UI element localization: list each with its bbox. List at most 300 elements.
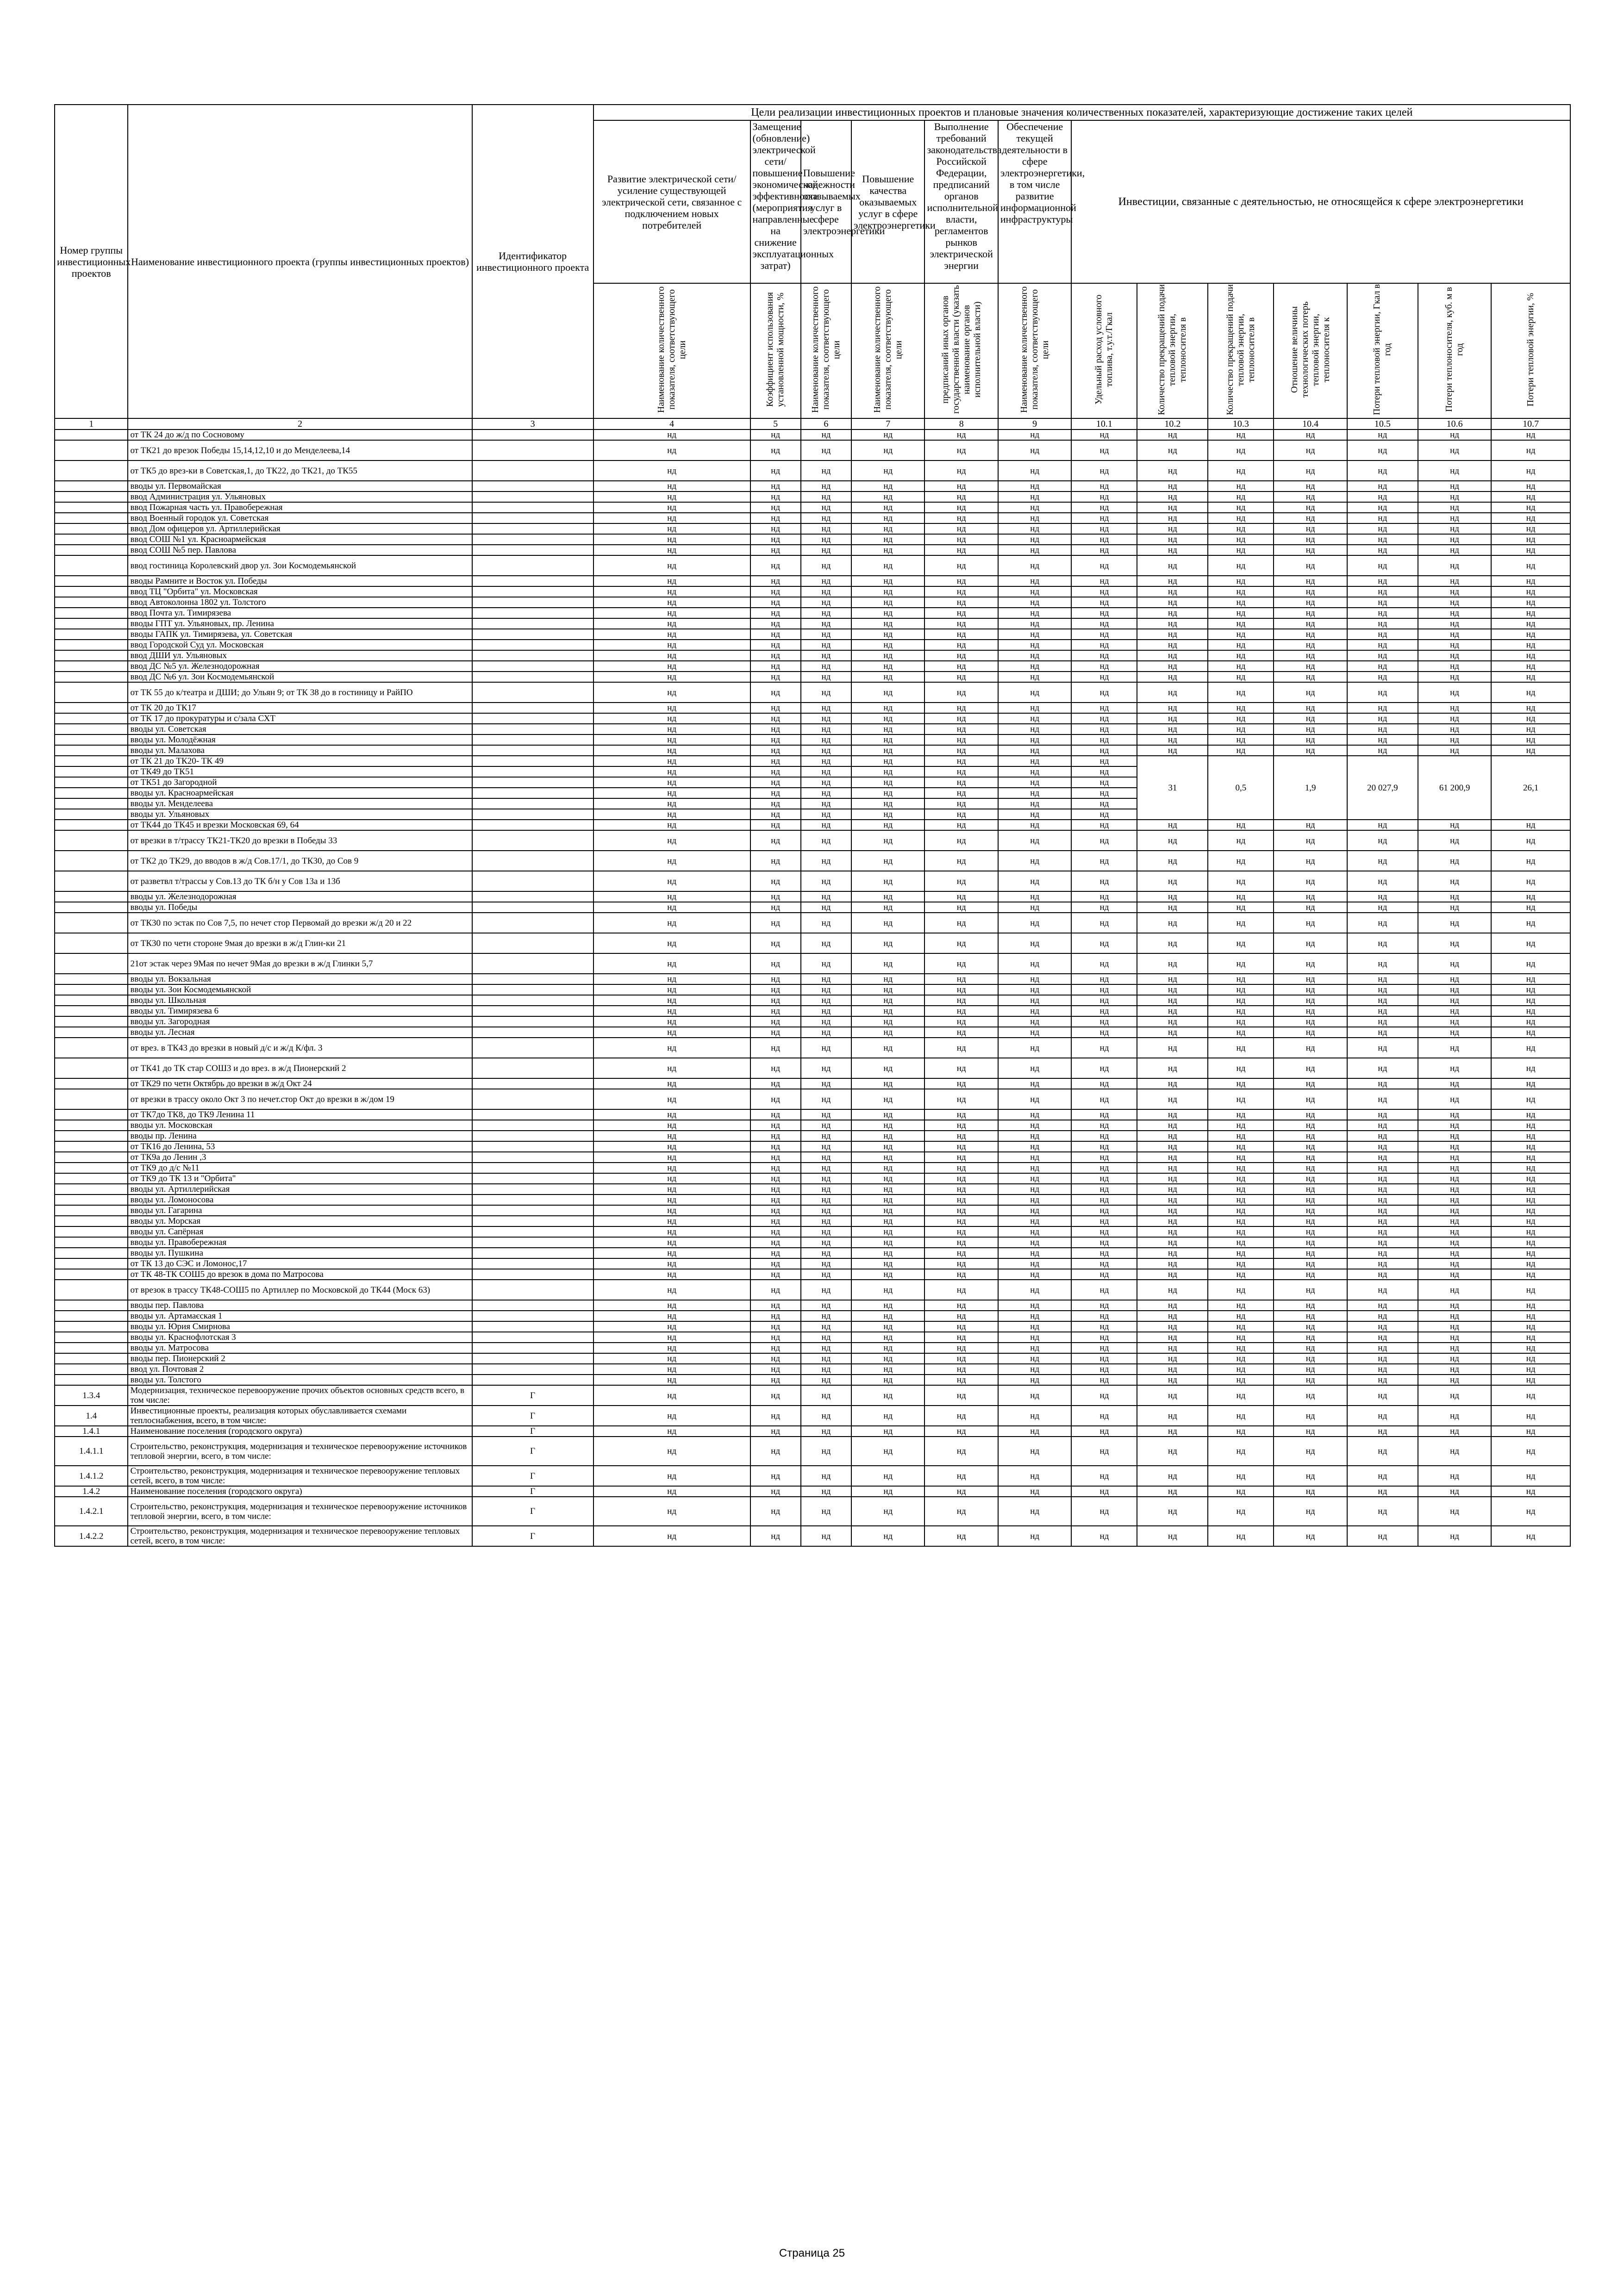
row-value-col-9: нд <box>998 798 1071 809</box>
row-value-col-5: нд <box>750 1152 801 1163</box>
row-group-number <box>55 1300 128 1311</box>
row-project-id <box>472 429 593 440</box>
row-value-col-4: нд <box>593 766 750 777</box>
row-value-col-4: нд <box>593 1426 750 1437</box>
row-value-col-8: нд <box>924 1437 998 1466</box>
row-value-col-4: нд <box>593 1016 750 1027</box>
row-value-col-5: нд <box>750 1526 801 1546</box>
row-value-col-10-7: нд <box>1491 429 1570 440</box>
row-value-col-7: нд <box>851 1321 924 1332</box>
row-project-name: вводы ГПТ ул. Ульяновых, пр. Ленина <box>128 618 472 629</box>
row-group-number <box>55 984 128 995</box>
row-value-col-10-2: нд <box>1137 913 1208 933</box>
row-value-col-9: нд <box>998 851 1071 871</box>
row-value-col-10-7: нд <box>1491 891 1570 902</box>
row-value-col-7: нд <box>851 1353 924 1364</box>
row-value-col-8: нд <box>924 481 998 492</box>
row-value-col-10-6: нд <box>1418 953 1491 974</box>
row-value-col-8: нд <box>924 1027 998 1038</box>
row-value-col-5: нд <box>750 1280 801 1300</box>
row-value-col-6: нд <box>801 820 851 830</box>
row-value-col-6: нд <box>801 629 851 640</box>
row-value-col-10-1: нд <box>1071 745 1137 756</box>
row-value-col-10-7: нд <box>1491 1280 1570 1300</box>
row-value-col-8: нд <box>924 502 998 513</box>
row-value-col-10-5: нд <box>1347 724 1418 734</box>
row-value-col-5: нд <box>750 1248 801 1258</box>
row-value-col-10-6: нд <box>1418 1332 1491 1343</box>
row-value-col-5: нд <box>750 734 801 745</box>
column-number: 6 <box>801 418 851 429</box>
row-group-number <box>55 1332 128 1343</box>
row-value-col-8: нд <box>924 1248 998 1258</box>
row-value-col-9: нд <box>998 1078 1071 1089</box>
row-value-col-10-1: нд <box>1071 429 1137 440</box>
row-value-col-8: нд <box>924 682 998 703</box>
row-value-col-10-4: нд <box>1274 629 1347 640</box>
row-value-col-10-5: нд <box>1347 891 1418 902</box>
row-value-col-7: нд <box>851 713 924 724</box>
row-value-col-10-1: нд <box>1071 766 1137 777</box>
row-value-col-6: нд <box>801 1375 851 1385</box>
row-project-name: от ТК30 по четн стороне 9мая до врезки в ж/д Глин-ки 21 <box>128 933 472 953</box>
row-value-col-9: нд <box>998 974 1071 984</box>
row-value-col-10-3: нд <box>1208 933 1274 953</box>
row-value-col-10-1: нд <box>1071 703 1137 713</box>
row-value-col-10-2: нд <box>1137 933 1208 953</box>
row-value-col-10-2: нд <box>1137 440 1208 460</box>
row-value-col-4: нд <box>593 724 750 734</box>
table-row <box>55 871 1570 891</box>
table-row <box>55 1406 1570 1426</box>
row-project-name: Инвестиционные проекты, реализация которых обуславливается схемами теплоснабжения, всего, в том числе: <box>128 1406 472 1426</box>
row-value-col-7: нд <box>851 502 924 513</box>
row-value-col-7: нд <box>851 1131 924 1141</box>
row-value-col-10-6: нд <box>1418 703 1491 713</box>
row-value-col-10-5: нд <box>1347 661 1418 672</box>
row-value-col-6: нд <box>801 1226 851 1237</box>
table-row <box>55 481 1570 492</box>
row-value-col-10-7: нд <box>1491 1184 1570 1195</box>
row-value-col-6: нд <box>801 1141 851 1152</box>
row-group-number <box>55 481 128 492</box>
row-group-number <box>55 492 128 502</box>
row-project-id <box>472 523 593 534</box>
row-value-col-4: нд <box>593 913 750 933</box>
row-project-id <box>472 1353 593 1364</box>
row-value-col-7: нд <box>851 1089 924 1109</box>
row-value-col-5: нд <box>750 777 801 788</box>
header-goal-reliability: Повышение надежности оказываемых услуг в сфере электроэнергетики <box>801 120 851 283</box>
row-value-col-7: нд <box>851 1375 924 1385</box>
row-project-id <box>472 1195 593 1205</box>
row-group-number <box>55 766 128 777</box>
row-project-name: ввод Пожарная часть ул. Правобережная <box>128 502 472 513</box>
row-value-col-10-7: нд <box>1491 672 1570 682</box>
row-value-col-10-2: нд <box>1137 1426 1208 1437</box>
row-value-col-8: нд <box>924 1385 998 1406</box>
row-value-col-8: нд <box>924 745 998 756</box>
row-value-col-4: нд <box>593 734 750 745</box>
row-value-col-10-7: нд <box>1491 481 1570 492</box>
row-value-col-7: нд <box>851 1248 924 1258</box>
row-value-col-7: нд <box>851 913 924 933</box>
row-value-col-10-2: нд <box>1137 1486 1208 1497</box>
row-value-col-10-1: нд <box>1071 1486 1137 1497</box>
row-value-col-10-4: нд <box>1274 1280 1347 1300</box>
row-value-col-4: нд <box>593 618 750 629</box>
row-project-name: 21от эстак через 9Мая по нечет 9Мая до врезки в ж/д Глинки 5,7 <box>128 953 472 974</box>
row-value-col-7: нд <box>851 1280 924 1300</box>
row-value-col-9: нд <box>998 1027 1071 1038</box>
row-value-col-10-4: нд <box>1274 597 1347 608</box>
column-number: 2 <box>128 418 472 429</box>
row-value-col-10-3: нд <box>1208 1248 1274 1258</box>
row-value-col-6: нд <box>801 1269 851 1280</box>
row-value-col-10-3: нд <box>1208 1258 1274 1269</box>
row-value-col-4: нд <box>593 1269 750 1280</box>
row-project-name: вводы ул. Советская <box>128 724 472 734</box>
row-value-col-10-4: нд <box>1274 618 1347 629</box>
row-value-col-10-2: нд <box>1137 650 1208 661</box>
row-group-number <box>55 1089 128 1109</box>
table-row <box>55 650 1570 661</box>
row-value-col-10-5: нд <box>1347 672 1418 682</box>
row-project-id <box>472 745 593 756</box>
row-value-col-10-3: нд <box>1208 1321 1274 1332</box>
row-project-name: вводы ул. Артамаєская 1 <box>128 1311 472 1321</box>
row-value-col-9: нд <box>998 1375 1071 1385</box>
row-value-col-4: нд <box>593 1332 750 1343</box>
row-value-col-10-6: нд <box>1418 650 1491 661</box>
row-value-col-4: нд <box>593 1280 750 1300</box>
row-project-id <box>472 734 593 745</box>
table-row <box>55 1437 1570 1466</box>
row-value-col-7: нд <box>851 734 924 745</box>
row-value-col-10-7: нд <box>1491 1173 1570 1184</box>
row-value-col-10-2: нд <box>1137 953 1208 974</box>
row-value-col-8: нд <box>924 809 998 820</box>
row-value-col-7: нд <box>851 1163 924 1173</box>
row-group-number <box>55 1343 128 1353</box>
table-row <box>55 629 1570 640</box>
row-value-col-6: нд <box>801 1406 851 1426</box>
row-value-col-7: нд <box>851 1226 924 1237</box>
row-value-col-4: нд <box>593 534 750 545</box>
table-row <box>55 1058 1570 1078</box>
row-project-id <box>472 1280 593 1300</box>
row-value-col-10-2: нд <box>1137 984 1208 995</box>
row-value-col-8: нд <box>924 1321 998 1332</box>
row-value-col-10-2: нд <box>1137 1058 1208 1078</box>
row-value-col-5: нд <box>750 597 801 608</box>
row-value-col-7: нд <box>851 1027 924 1038</box>
table-row <box>55 1248 1570 1258</box>
row-value-col-10-4: нд <box>1274 682 1347 703</box>
row-value-col-6: нд <box>801 682 851 703</box>
row-value-col-7: нд <box>851 545 924 555</box>
row-value-col-10-5: нд <box>1347 1280 1418 1300</box>
row-group-number <box>55 974 128 984</box>
row-value-col-5: нд <box>750 1321 801 1332</box>
row-value-col-10-3: нд <box>1208 576 1274 586</box>
column-number: 5 <box>750 418 801 429</box>
row-value-col-10-7: нд <box>1491 1141 1570 1152</box>
row-value-col-10-1: нд <box>1071 974 1137 984</box>
table-row <box>55 1131 1570 1141</box>
row-value-col-7: нд <box>851 1141 924 1152</box>
row-value-col-10-1: нд <box>1071 608 1137 618</box>
row-value-col-8: нд <box>924 830 998 851</box>
row-value-col-10-6: нд <box>1418 513 1491 523</box>
row-value-col-10-7: нд <box>1491 502 1570 513</box>
row-value-col-10-3: нд <box>1208 672 1274 682</box>
row-value-col-10-2: нд <box>1137 1184 1208 1195</box>
row-value-col-10-4: нд <box>1274 745 1347 756</box>
row-project-id <box>472 1006 593 1016</box>
row-value-col-7: нд <box>851 995 924 1006</box>
row-project-id <box>472 703 593 713</box>
row-value-col-10-5: нд <box>1347 629 1418 640</box>
row-group-number <box>55 995 128 1006</box>
row-value-col-10-3: нд <box>1208 1038 1274 1058</box>
row-value-col-7: нд <box>851 440 924 460</box>
row-value-col-10-6: нд <box>1418 1038 1491 1058</box>
row-value-col-10-2: нд <box>1137 1226 1208 1237</box>
row-value-col-5: нд <box>750 1385 801 1406</box>
table-row <box>55 902 1570 913</box>
row-project-name: Строительство, реконструкция, модернизация и техническое перевооружение тепловых сетей, всего, в том числе: <box>128 1526 472 1546</box>
row-value-col-10-1: нд <box>1071 523 1137 534</box>
row-value-col-8: нд <box>924 1078 998 1089</box>
row-value-col-9: нд <box>998 629 1071 640</box>
row-value-col-10-1: нд <box>1071 1016 1137 1027</box>
row-group-number <box>55 891 128 902</box>
table-row <box>55 745 1570 756</box>
row-project-id: Г <box>472 1526 593 1546</box>
row-group-number <box>55 1120 128 1131</box>
row-project-id <box>472 995 593 1006</box>
row-group-number <box>55 640 128 650</box>
row-value-col-10-3: нд <box>1208 1300 1274 1311</box>
row-value-col-10-2: нд <box>1137 1152 1208 1163</box>
row-value-col-5: нд <box>750 429 801 440</box>
row-value-col-4: нд <box>593 1343 750 1353</box>
row-group-number <box>55 608 128 618</box>
row-value-col-4: нд <box>593 1466 750 1486</box>
row-value-col-7: нд <box>851 523 924 534</box>
row-project-id <box>472 1163 593 1173</box>
row-project-id <box>472 1311 593 1321</box>
row-value-col-9: нд <box>998 650 1071 661</box>
table-row <box>55 1120 1570 1131</box>
row-project-name: от ТК49 до ТК51 <box>128 766 472 777</box>
row-project-id <box>472 586 593 597</box>
table-row <box>55 1300 1570 1311</box>
row-group-number <box>55 534 128 545</box>
row-project-id <box>472 953 593 974</box>
row-value-col-10-4: нд <box>1274 902 1347 913</box>
row-project-name: от ТК21 до врезок Победы 15,14,12,10 и до Менделеева,14 <box>128 440 472 460</box>
row-value-col-10-7: нд <box>1491 995 1570 1006</box>
row-value-col-9: нд <box>998 830 1071 851</box>
row-value-col-5: нд <box>750 1027 801 1038</box>
row-value-col-10-4: нд <box>1274 1258 1347 1269</box>
row-value-col-7: нд <box>851 586 924 597</box>
row-value-col-8: нд <box>924 1466 998 1486</box>
row-value-col-10-5: нд <box>1347 1016 1418 1027</box>
row-project-name: Строительство, реконструкция, модернизация и техническое перевооружение источников тепловой энергии, всего, в том числе: <box>128 1437 472 1466</box>
row-value-col-8: нд <box>924 1486 998 1497</box>
row-project-id <box>472 974 593 984</box>
row-value-col-8: нд <box>924 1526 998 1546</box>
subheader-col-10-5: Потери тепловой энергии, Гкал в год <box>1347 283 1418 418</box>
row-project-name: вводы ул. Ульяновых <box>128 809 472 820</box>
row-value-col-10-5: нд <box>1347 984 1418 995</box>
row-value-col-10-3: нд <box>1208 1486 1274 1497</box>
row-value-col-9: нд <box>998 933 1071 953</box>
row-value-col-10-4: нд <box>1274 1466 1347 1486</box>
column-number: 1 <box>55 418 128 429</box>
table-row <box>55 523 1570 534</box>
merged-value-col-10-4: 1,9 <box>1274 756 1347 820</box>
row-project-id <box>472 1258 593 1269</box>
row-value-col-10-6: нд <box>1418 1120 1491 1131</box>
row-value-col-10-1: нд <box>1071 492 1137 502</box>
row-value-col-7: нд <box>851 492 924 502</box>
row-value-col-10-1: нд <box>1071 661 1137 672</box>
row-group-number <box>55 734 128 745</box>
row-value-col-10-7: нд <box>1491 1195 1570 1205</box>
row-value-col-10-6: нд <box>1418 871 1491 891</box>
row-project-name: вводы ул. Матросова <box>128 1343 472 1353</box>
row-value-col-10-2: нд <box>1137 1109 1208 1120</box>
row-value-col-7: нд <box>851 1109 924 1120</box>
row-value-col-10-4: нд <box>1274 871 1347 891</box>
row-value-col-5: нд <box>750 640 801 650</box>
row-project-name: вводы ул. Толстого <box>128 1375 472 1385</box>
row-value-col-5: нд <box>750 1437 801 1466</box>
row-value-col-5: нд <box>750 1205 801 1216</box>
row-value-col-5: нд <box>750 1226 801 1237</box>
row-value-col-9: нд <box>998 953 1071 974</box>
row-value-col-4: нд <box>593 1184 750 1195</box>
row-value-col-7: нд <box>851 1311 924 1321</box>
row-project-id <box>472 766 593 777</box>
row-project-name: ввод СОШ №5 пер. Павлова <box>128 545 472 555</box>
row-value-col-10-4: нд <box>1274 1300 1347 1311</box>
row-value-col-9: нд <box>998 555 1071 576</box>
row-value-col-10-3: нд <box>1208 523 1274 534</box>
row-value-col-9: нд <box>998 534 1071 545</box>
table-row <box>55 756 1570 766</box>
row-value-col-7: нд <box>851 766 924 777</box>
row-value-col-10-2: нд <box>1137 1131 1208 1141</box>
column-number: 10.3 <box>1208 418 1274 429</box>
row-value-col-10-4: нд <box>1274 1131 1347 1141</box>
row-value-col-4: нд <box>593 1353 750 1364</box>
row-value-col-5: нд <box>750 891 801 902</box>
row-value-col-10-5: нд <box>1347 513 1418 523</box>
row-value-col-10-3: нд <box>1208 1027 1274 1038</box>
row-value-col-9: нд <box>998 1141 1071 1152</box>
row-value-col-9: нд <box>998 545 1071 555</box>
row-value-col-5: нд <box>750 809 801 820</box>
row-group-number <box>55 1258 128 1269</box>
row-value-col-10-2: нд <box>1137 820 1208 830</box>
row-value-col-6: нд <box>801 1205 851 1216</box>
merged-value-col-10-3: 0,5 <box>1208 756 1274 820</box>
row-project-name: вводы ул. Зои Космодемьянской <box>128 984 472 995</box>
subheader-col-10-3: Количество прекращений подачи тепловой энергии, теплоносителя в <box>1208 283 1274 418</box>
row-value-col-10-1: нд <box>1071 902 1137 913</box>
row-value-col-8: нд <box>924 1375 998 1385</box>
row-project-id <box>472 608 593 618</box>
row-value-col-10-5: нд <box>1347 1375 1418 1385</box>
table-row <box>55 429 1570 440</box>
row-value-col-6: нд <box>801 756 851 766</box>
table-row <box>55 1364 1570 1375</box>
header-group-number: Номер группы инвестиционных проектов <box>55 105 128 418</box>
row-project-name: вводы ул. Малахова <box>128 745 472 756</box>
row-value-col-9: нд <box>998 1300 1071 1311</box>
row-value-col-10-1: нд <box>1071 798 1137 809</box>
row-value-col-10-3: нд <box>1208 1343 1274 1353</box>
row-value-col-4: нд <box>593 713 750 724</box>
row-value-col-10-5: нд <box>1347 608 1418 618</box>
row-value-col-10-3: нд <box>1208 1364 1274 1375</box>
row-value-col-8: нд <box>924 1300 998 1311</box>
row-project-name: вводы ул. Загородная <box>128 1016 472 1027</box>
row-project-name: вводы ул. Пушкина <box>128 1248 472 1258</box>
table-row <box>55 545 1570 555</box>
row-value-col-10-1: нд <box>1071 629 1137 640</box>
row-value-col-10-5: нд <box>1347 429 1418 440</box>
row-value-col-7: нд <box>851 1184 924 1195</box>
row-value-col-10-7: нд <box>1491 724 1570 734</box>
row-value-col-4: нд <box>593 650 750 661</box>
row-value-col-10-3: нд <box>1208 1141 1274 1152</box>
row-value-col-9: нд <box>998 1248 1071 1258</box>
row-group-number <box>55 1205 128 1216</box>
row-project-name: ввод Городской Суд ул. Московская <box>128 640 472 650</box>
row-value-col-10-6: нд <box>1418 933 1491 953</box>
row-value-col-10-5: нд <box>1347 1300 1418 1311</box>
row-value-col-10-1: нд <box>1071 1437 1137 1466</box>
subheader-col-6: Наименование количественного показателя, соответствующего цели <box>801 283 851 418</box>
row-value-col-10-7: нд <box>1491 851 1570 871</box>
row-value-col-10-5: нд <box>1347 586 1418 597</box>
row-value-col-7: нд <box>851 608 924 618</box>
row-value-col-10-2: нд <box>1137 1311 1208 1321</box>
row-value-col-8: нд <box>924 576 998 586</box>
row-value-col-9: нд <box>998 1343 1071 1353</box>
row-project-name: ввод гостиница Королевский двор ул. Зои Космодемьянской <box>128 555 472 576</box>
row-value-col-6: нд <box>801 1237 851 1248</box>
row-value-col-6: нд <box>801 1184 851 1195</box>
row-project-name: ввод Администрация ул. Ульяновых <box>128 492 472 502</box>
row-value-col-10-2: нд <box>1137 1385 1208 1406</box>
row-value-col-9: нд <box>998 1226 1071 1237</box>
row-group-number: 1.4.1.2 <box>55 1466 128 1486</box>
row-value-col-10-2: нд <box>1137 1526 1208 1546</box>
row-project-id <box>472 502 593 513</box>
row-value-col-6: нд <box>801 672 851 682</box>
row-value-col-10-7: нд <box>1491 1078 1570 1089</box>
row-value-col-10-2: нд <box>1137 608 1208 618</box>
row-project-id <box>472 851 593 871</box>
row-value-col-10-2: нд <box>1137 1078 1208 1089</box>
